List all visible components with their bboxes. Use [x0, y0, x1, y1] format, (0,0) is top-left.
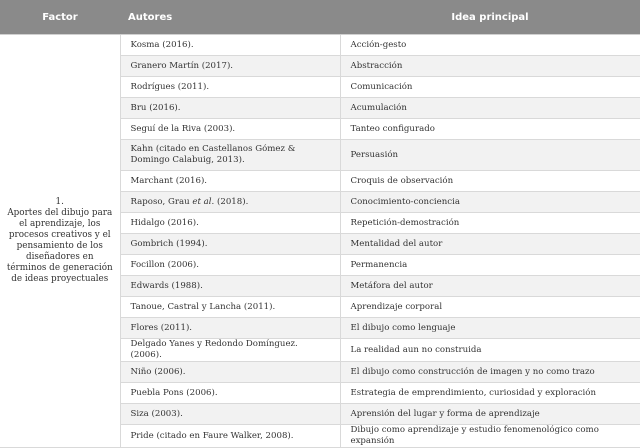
idea-cell: Acción-gesto	[340, 35, 640, 56]
idea-cell: Comunicación	[340, 77, 640, 98]
idea-cell: Croquis de observación	[340, 171, 640, 192]
header-factor: Factor	[0, 0, 120, 35]
autor-cell: Niño (2006).	[120, 362, 340, 383]
autor-cell: Flores (2011).	[120, 318, 340, 339]
idea-cell: Persuasión	[340, 140, 640, 171]
autor-cell: Delgado Yanes y Redondo Domínguez. (2006).	[120, 339, 340, 362]
autor-text: Raposo, Grau	[130, 196, 193, 207]
idea-cell: Tanteo configurado	[340, 119, 640, 140]
autor-et-al: et al.	[192, 196, 215, 207]
idea-cell: Repetición-demostración	[340, 213, 640, 234]
idea-cell: Acumulación	[340, 98, 640, 119]
idea-cell: Mentalidad del autor	[340, 234, 640, 255]
header-idea-principal: Idea principal	[340, 0, 640, 35]
autor-cell: Puebla Pons (2006).	[120, 383, 340, 404]
autor-cell: Siza (2003).	[120, 404, 340, 425]
factor-number: 1.	[55, 197, 64, 207]
autor-cell: Hidalgo (2016).	[120, 213, 340, 234]
autor-cell: Gombrich (1994).	[120, 234, 340, 255]
idea-cell: El dibujo como lenguaje	[340, 318, 640, 339]
autor-cell: Kosma (2016).	[120, 35, 340, 56]
idea-cell: La realidad aun no construida	[340, 339, 640, 362]
autor-cell: Seguí de la Riva (2003).	[120, 119, 340, 140]
idea-cell: Estrategia de emprendimiento, curiosidad y exploración	[340, 383, 640, 404]
factor-description: Aportes del dibujo para el aprendizaje, los procesos creativos y el pensamiento de los diseñadores en términos de generación de ideas proyectuales	[6, 208, 113, 284]
autor-cell: Edwards (1988).	[120, 276, 340, 297]
table-header	[0, 0, 640, 35]
idea-cell: Permanencia	[340, 255, 640, 276]
autor-cell: Focillon (2006).	[120, 255, 340, 276]
idea-cell: Abstracción	[340, 56, 640, 77]
autor-cell: Rodrígues (2011).	[120, 77, 340, 98]
idea-cell: El dibujo como construcción de imagen y no como trazo	[340, 362, 640, 383]
autor-year: (2018).	[214, 196, 249, 207]
idea-cell: Dibujo como aprendizaje y estudio fenomenológico como expansión	[340, 425, 640, 448]
autor-cell: Bru (2016).	[120, 98, 340, 119]
idea-cell: Aprensión del lugar y forma de aprendizaje	[340, 404, 640, 425]
idea-cell: Conocimiento-conciencia	[340, 192, 640, 213]
idea-cell: Metáfora del autor	[340, 276, 640, 297]
header-autores: Autores	[120, 0, 340, 35]
factor-cell	[0, 35, 120, 448]
autor-cell	[120, 192, 340, 213]
autor-cell: Granero Martín (2017).	[120, 56, 340, 77]
idea-cell: Aprendizaje corporal	[340, 297, 640, 318]
autor-cell: Kahn (citado en Castellanos Gómez & Domingo Calabuig, 2013).	[120, 140, 340, 171]
header-row	[0, 0, 640, 35]
table-row	[0, 35, 640, 56]
autor-cell: Tanoue, Castral y Lancha (2011).	[120, 297, 340, 318]
autor-cell: Pride (citado en Faure Walker, 2008).	[120, 425, 340, 448]
table-body	[0, 35, 640, 448]
autor-cell: Marchant (2016).	[120, 171, 340, 192]
